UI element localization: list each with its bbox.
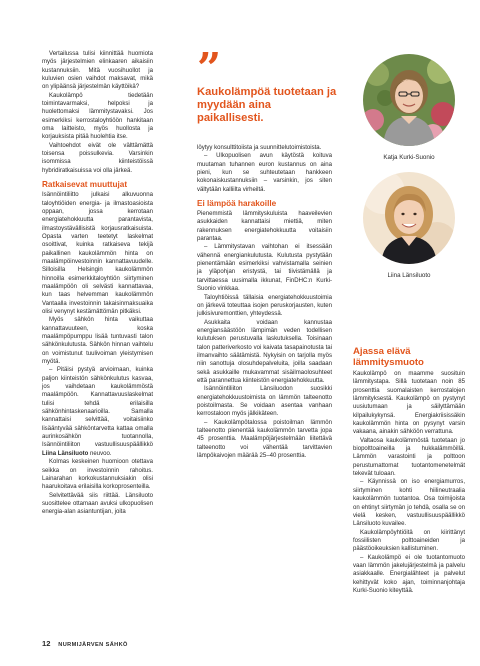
portrait-photo-icon — [363, 54, 455, 146]
pull-quote — [197, 44, 337, 126]
quote-text: – Pitäisi pystyä arvioimaan, kuinka paljon kiinteistön sähkönkulutus kasvaa, jos vaihdetaan kaukolämmöstä maalämpöön. Kannattavuuslaskelmat tulisi tehdä erilaisilla sähkönhintaskenaarioilla. Samalla kannattaisi selvittää, voitaisiinko lisääntyvää sähköntarvetta kattaa omalla aurinkosähkön tuotannolla, Isännöintiliiton vastuullisuuspäällikkö — [42, 367, 153, 449]
photo-caption: Katja Kurki-Suonio — [383, 154, 435, 161]
photo-caption: Liina Länsiluoto — [387, 272, 431, 279]
quote-text: neuvoo. — [88, 450, 112, 457]
person-name: Liina Länsiluoto — [42, 450, 89, 457]
section-heading-ajassa: Ajassa elävä lämmitysmuoto — [353, 346, 424, 368]
paragraph: Myös sähkön hinta vaikuttaa kannattavuuteen, koska maalämpöpumppu lisää tuntuvasti talon sähkönkulutusta. Sähkön hinnan vaihtelu on voimistunut tuulivoiman yleistymisen myötä. — [42, 317, 153, 366]
article-column-1 — [42, 50, 153, 517]
paragraph: Kaukolämpö on maamme suosituin lämmitystapa. Sillä tuotetaan noin 85 prosenttia suomalaisten kerrostalojen lämmityksestä. Kaukolämpö on pystynyt uusiutumaan ja säilyttämään kilpailukykynsä. Energiakriisissäkin kaukolämmön hinta on pysynyt varsin vakaana, ainakin sähköön verrattuna. — [353, 371, 465, 436]
portrait-liina-lansiluoto — [363, 172, 455, 264]
paragraph: Valtaosa kaukolämmöstä tuotetaan jo biopolttoaineilla ja hukkalämmöillä. Lämmön varastointi ja polttoon perustumattomat tuotantomenetelmät tekevät tuloaan. — [353, 437, 465, 478]
portrait-katja-kurki-suonio — [363, 54, 455, 146]
section-heading-harakoille: Ei lämpöä harakoille — [197, 199, 277, 209]
page-number: 12 — [42, 639, 51, 648]
paragraph: Isännöintiliiton Länsiluodon suosikki energiatehokkuustoimista on lämmön talteenotto poistoilmasta. Se voidaan asentaa vanhaan kerrostaloon myös jälkikäteen. — [197, 386, 332, 418]
paragraph: – Käynnissä on iso energiamurros, siirtyminen kohti hiilineutraalia kaukolämmön tuotantoa. Osa toimijoista on ehtinyt siirtymän jo tehdä, osalla se on vielä kesken, vastuullisuuspäällikkö Länsiluoto kuvailee. — [353, 479, 465, 528]
paragraph: – Lämmitystavan vaihtohan ei itsessään vähennä energiankulutusta. Kulutusta pystytään pienentämään esimerkiksi vahvistamalla seinien ja yläpohjan eristystä, tai tiivistämällä ja tarvittaessa uusimalla ikkunat, FinDHC:n Kurki-Suonio vinkkaa. — [197, 244, 332, 293]
paragraph: Selvitettävää siis riittää. Länsiluoto suosittelee ottamaan avuksi ulkopuolisen energia-alan asiantuntijan, joita — [42, 492, 153, 516]
paragraph: – Ulkopuolisen avun käytöstä koituva muutaman tuhannen euron kustannus on aina pieni, kun se suhteutetaan hankkeen kokonaiskustannuksiin – varsinkin, jos siten vältytään kalliilta virheiltä. — [197, 153, 332, 193]
paragraph: – Kaukolämpö ei ole tuotantomuoto vaan lämmön jakelujärjestelmä ja palvelu asiakkaalle. Energialähteet ja palvelut kehittyvät koko ajan, toiminnanjohtaja Kurki-Suonio kiteyttää. — [353, 554, 465, 594]
article-column-2 — [197, 144, 332, 460]
section-heading-ratkaisevat: Ratkaisevat muuttujat — [42, 180, 128, 190]
pull-quote-text: Kaukolämpöä tuotetaan ja myydään aina paikallisesti. — [197, 86, 337, 125]
portrait-photo-icon — [363, 172, 455, 264]
paragraph: Asukkaita voidaan kannustaa energiansäästöön lämpimän veden todellisen kulutuksen perustuvalla laskutuksella. Toisinaan talon patteriverkosto voi kaivata tasapainotusta tai ilmanvaihto säätämistä. Nykyisin on tarjolla myös niin sanottuja olosuhdepalveluita, joilla saadaan sekä asukkaille mukavammat sisäilmaolosuhteet että parannettua kiinteistön energiatehokkuutta. — [197, 319, 332, 384]
paragraph: Kaukolämpöyhtiöitä on kiirittänyt fossiilisten polttoaineiden ja päästöoikeuksien kallistuminen. — [353, 529, 465, 553]
paragraph: – Kaukolämpötalossa poistoilman lämmön talteenotto pienentää kaukolämmön tarvetta jopa 45 prosenttia. Maalämpöjärjestelmään liitettävä talteenotto voi vähentää tarvittavien lämpökaivojen määrää 25–40 prosenttia. — [197, 419, 332, 460]
paragraph: Vaihtoehdot eivät ole välttämättä toisensa poissulkevia. Varsinkin isommissa kiinteistöissä hybridiratkaisuissa voi olla järkeä. — [42, 142, 153, 174]
paragraph: Pienemmistä lämmityskuluista haaveilevien asukkaiden kannattaisi miettiä, miten rakennuksen energiatehokkuutta voitaisiin parantaa. — [197, 211, 332, 243]
paragraph — [42, 366, 153, 458]
paragraph: Kolmas keskeinen huomioon otettava seikka on investoinnin rahoitus. Lainarahan korkokustannuksiakin olisi haarukoitava erilaisilla korkoprosenteilla. — [42, 459, 153, 491]
publication-name: NURMIJÄRVEN SÄHKÖ — [58, 642, 128, 648]
quote-mark-icon: ” — [197, 44, 218, 93]
paragraph: Kaukolämpö tiedetään toimintavarmaksi, helpoksi ja huolettomaksi lämmitystavaksi. Jos esimerkiksi kerrostaloyhtiöön hankitaan oma laitteisto, myös huollosta ja korjauksista pitää huolehtia itse. — [42, 92, 153, 141]
paragraph: löytyy konsulttitoiista ja suunnittelutoimistoista. — [197, 145, 322, 151]
paragraph: Vertailussa tulisi kiinnittää huomiota myös järjestelmien elinkaaren aikaisiin kustannuksiin. Mitä vuosihuollot ja kuluvien osien vaihdot maksavat, mikä on ylipäänsä järjestelmän käyttöikä? — [42, 51, 153, 91]
paragraph: Isännöintiliitto julkaisi alkuvuonna taloyhtiöiden energia- ja ilmastoasioista oppaan, jossa kerrotaan energiatehokkuutta parantavista, ilmastoystävällisistä korjausratkaisuista. Opasta varten teetetyt laskelmat osoittivat, kuinka ratkaiseva tekijä paikallinen kaukolämmön hinta on maalämpöinvestoinnin kannattavuudelle. Silloisilla Helsingin kaukolämmön hinnoilla esimerkkitaloyhtiön siirtyminen maalämpöön oli selvästi kannattavaa, kun taas helvemman kaukolämmön Vantaalla investoinnin takaisinmaksuaika olisi venynyt kestämättömän pitkäksi. — [42, 192, 153, 315]
article-column-3 — [353, 346, 465, 595]
paragraph: Taloyhtiöissä tällaisia energiatehokkuustoimia on järkevä toteuttaa isojen peruskorjausten, kuten julkisivuremonttien, yhteydessä. — [197, 294, 332, 318]
page-footer — [42, 639, 128, 648]
